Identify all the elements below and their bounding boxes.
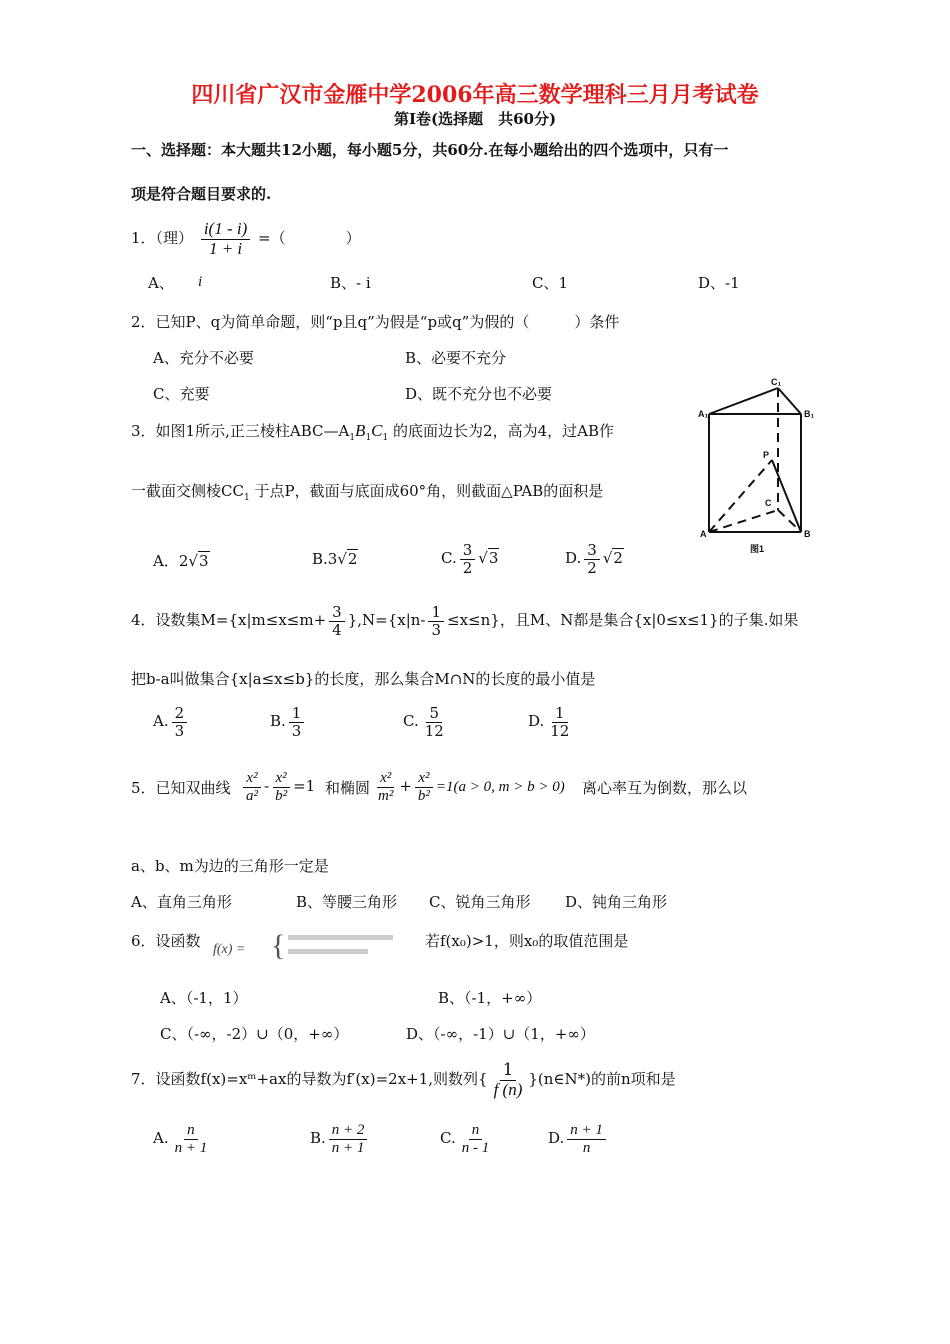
q7-fraction	[491, 1061, 526, 1099]
q3-c-num: 3	[460, 542, 476, 560]
question-2: 2．已知P、q为简单命题，则“p且q”为假是“p或q”为假的（ ）条件	[131, 313, 620, 331]
q3-option-d	[565, 542, 624, 576]
q1-tail: =（ ）	[258, 229, 361, 248]
q7-c-den: n - 1	[461, 1139, 490, 1156]
q6-piecewise-function	[213, 929, 423, 967]
q4-c-den: 12	[424, 721, 444, 740]
q1-label: 1．（理）	[131, 229, 194, 248]
q4-a-fraction	[172, 705, 188, 739]
q5-option-d: D、钝角三角形	[565, 893, 668, 911]
label-a1: A₁	[698, 409, 709, 419]
label-b: B	[804, 529, 811, 539]
q3-text-d: 的底面边长为2，高为4，过AB作	[393, 422, 614, 440]
q7-a-label: A.	[153, 1129, 169, 1147]
q1-option-a: A、	[148, 274, 174, 292]
q1-denominator: 1 + i	[208, 238, 243, 258]
q3-option-d-fraction	[584, 542, 600, 576]
q4-text-a: 4．设数集M={x|m≤x≤m+	[131, 611, 327, 629]
q7-option-a	[153, 1122, 213, 1156]
q4-b-den: 3	[291, 721, 302, 740]
q4-f1-num: 3	[329, 604, 345, 622]
q7-c-label: C.	[440, 1129, 456, 1147]
q1-fraction	[201, 220, 250, 258]
q3-d-den: 2	[587, 558, 597, 577]
sqrt-symbol: √2	[337, 550, 358, 568]
q7-b-fraction	[329, 1122, 368, 1156]
q4-d-fraction	[547, 705, 572, 739]
q4-f2-num: 1	[428, 604, 444, 622]
q4-c-label: C.	[403, 712, 419, 730]
sqrt-symbol: √3	[478, 549, 499, 567]
q4-d-num: 1	[552, 705, 568, 723]
q3-option-d-label: D.	[565, 549, 582, 567]
q3-c-den: 2	[462, 558, 473, 577]
q4-b-num: 1	[289, 705, 305, 723]
q7-a-den: n + 1	[174, 1139, 208, 1156]
q3-option-c-fraction	[460, 542, 476, 576]
q5-line2: a、b、m为边的三角形一定是	[131, 857, 329, 875]
q4-b-label: B.	[270, 712, 286, 730]
q5-lead: 5．已知双曲线	[131, 779, 231, 797]
svg-text:{: {	[271, 929, 286, 962]
q7-b-den: n + 1	[331, 1139, 365, 1156]
q2-option-d: D、既不充分也不必要	[405, 385, 553, 403]
question-4-line2: 把b-a叫做集合{x|a≤x≤b}的长度，那么集合M∩N的长度的最小值是	[131, 670, 596, 688]
q4-frac2	[428, 604, 444, 638]
q3-text-cc: 一截面交侧棱CC	[131, 482, 244, 500]
q3-option-c-label: C.	[441, 549, 457, 567]
question-1	[131, 220, 361, 258]
q2-option-c: C、充要	[153, 385, 210, 403]
prism-figure	[697, 376, 823, 556]
q7-d-fraction	[567, 1122, 606, 1156]
q4-d-den: 12	[550, 721, 570, 740]
sqrt-symbol: √3	[188, 552, 209, 570]
q4-text-c: ≤x≤n}，且M、N都是集合{x|0≤x≤1}的子集.如果	[447, 611, 799, 629]
q3-text-rest: 于点P，截面与底面成60°角，则截面△PAB的面积是	[254, 482, 604, 500]
q3-option-d-radicand: 2	[613, 549, 623, 567]
q5-option-a: A、直角三角形	[131, 893, 232, 911]
q7-c-num: n	[469, 1122, 483, 1140]
q4-a-num: 2	[172, 705, 188, 723]
q4-f1-den: 4	[332, 620, 342, 639]
section-instruction-line1: 一、选择题：本大题共12小题，每小题5分，共60分.在每小题给出的四个选项中，只有一	[131, 141, 729, 159]
q4-option-c	[403, 705, 450, 739]
q1-option-d: D、-1	[698, 274, 740, 292]
q7-d-label: D.	[548, 1129, 565, 1147]
label-c: C	[765, 498, 772, 508]
q3-option-a	[153, 550, 210, 571]
q3-option-c	[441, 542, 499, 576]
q6-option-d: D、（-∞，-1）∪（1，+∞）	[406, 1025, 595, 1043]
q3-option-b-radicand: 2	[347, 550, 358, 568]
q5-tail: 离心率互为倒数，那么以	[582, 779, 748, 797]
q7-den: f (n)	[493, 1079, 523, 1099]
q3-sub-cc: 1	[243, 493, 250, 503]
q7-a-fraction	[172, 1122, 211, 1156]
q5-frac-x2b2: $\frac{\text{x²}}{\text{b²}}$	[272, 770, 290, 804]
q4-a-den: 3	[174, 721, 185, 740]
section-instruction-line2: 项是符合题目要求的.	[131, 185, 272, 203]
piecewise-formula-image	[213, 929, 423, 963]
q1-option-a-value: i	[198, 274, 203, 290]
prism-diagram	[697, 376, 823, 556]
q3-option-b	[312, 550, 358, 568]
q5-option-c: C、锐角三角形	[429, 893, 531, 911]
q7-c-fraction	[459, 1122, 493, 1156]
q4-a-label: A.	[153, 712, 169, 730]
q7-num: 1	[500, 1061, 517, 1081]
q3-sub3: 1	[382, 433, 389, 443]
q4-c-fraction	[422, 705, 447, 739]
q6-option-a: A、（-1，1）	[160, 989, 248, 1007]
q3-option-a-radicand: 3	[198, 552, 209, 570]
q7-option-c	[440, 1122, 495, 1156]
q5-frac-x2a2: $\frac{\text{x²}}{\text{a²}}$	[243, 770, 261, 804]
label-b1: B₁	[804, 409, 815, 419]
q3-sub2: 1	[365, 433, 372, 443]
q7-lead: 7．设函数f(x)=xᵐ+ax的导数为f′(x)=2x+1,则数列{	[131, 1070, 488, 1089]
q4-option-a	[153, 705, 190, 739]
q5-ellipse: $\frac{\text{x²}}{\text{m²}}$ + $\frac{\text{x²}}{\text{b²}}$ =1(a > 0, m > b > 0)	[372, 770, 565, 804]
q7-b-num: n + 2	[329, 1122, 368, 1140]
q3-sub1: 1	[349, 433, 356, 443]
q6-option-b: B、（-1，+∞）	[438, 989, 542, 1007]
q1-numerator: i(1 - i)	[201, 220, 250, 240]
question-3-line2	[131, 480, 603, 503]
label-c1: C₁	[771, 377, 782, 387]
q7-a-num: n	[184, 1122, 198, 1140]
q3-option-a-label: A．2	[153, 552, 189, 570]
q3-d-num: 3	[584, 542, 600, 560]
q6-option-c: C、（-∞，-2）∪（0，+∞）	[160, 1025, 349, 1043]
q4-c-num: 5	[426, 705, 442, 723]
q4-b-fraction	[289, 705, 305, 739]
q1-option-b: B、- i	[330, 274, 371, 292]
q6-tail: 若f(x₀)>1，则x₀的取值范围是	[425, 932, 629, 950]
q7-d-num: n + 1	[567, 1122, 606, 1140]
q4-f2-den: 3	[431, 620, 442, 639]
question-7	[131, 1061, 676, 1099]
q7-b-label: B.	[310, 1129, 326, 1147]
q3-option-b-label: B.3	[312, 550, 338, 568]
q4-d-label: D.	[528, 712, 545, 730]
q5-condition: =1(a > 0, m > b > 0)	[435, 779, 565, 795]
q5-frac-x2m2: $\frac{\text{x²}}{\text{m²}}$	[378, 770, 394, 804]
q1-option-c: C、1	[532, 274, 569, 292]
sqrt-symbol: √2	[602, 549, 623, 567]
q5-frac-x2b2-2: $\frac{\text{x²}}{\text{b²}}$	[415, 770, 433, 804]
q3-c1: C	[371, 421, 383, 440]
q7-option-b	[310, 1122, 370, 1156]
q5-hyperbola: $\frac{\text{x²}}{\text{a²}}$ - $\frac{\text{x²}}{\text{b²}}$ =1	[240, 770, 315, 804]
section-subtitle: 第Ⅰ卷(选择题 共60分)	[393, 110, 557, 128]
q6-lead: 6．设函数	[131, 932, 201, 950]
question-4-line1	[131, 604, 798, 638]
q4-option-b	[270, 705, 307, 739]
figure-caption: 图1	[750, 544, 765, 554]
label-a: A	[700, 529, 707, 539]
q5-mid: 和椭圆	[325, 779, 371, 797]
q5-option-b: B、等腰三角形	[296, 893, 398, 911]
q2-option-a: A、充分不必要	[153, 349, 254, 367]
q3-text-a: 3．如图1所示,正三棱柱ABC—A	[131, 422, 350, 440]
q7-tail: }(n∈N*)的前n项和是	[528, 1070, 676, 1089]
q4-text-b: },N={x|n-	[347, 611, 426, 629]
page-title: 四川省广汉市金雁中学2006年高三数学理科三月月考试卷	[191, 82, 759, 108]
q7-option-d	[548, 1122, 609, 1156]
svg-text:f(x) =: f(x) =	[213, 942, 246, 957]
q2-option-b: B、必要不充分	[405, 349, 507, 367]
q3-b1: B	[355, 421, 366, 440]
q4-frac1	[329, 604, 345, 638]
question-3-line1	[131, 420, 614, 443]
q4-option-d	[528, 705, 575, 739]
label-p: P	[763, 450, 770, 460]
q3-option-c-radicand: 3	[488, 549, 499, 567]
q7-d-den: n	[582, 1139, 591, 1156]
